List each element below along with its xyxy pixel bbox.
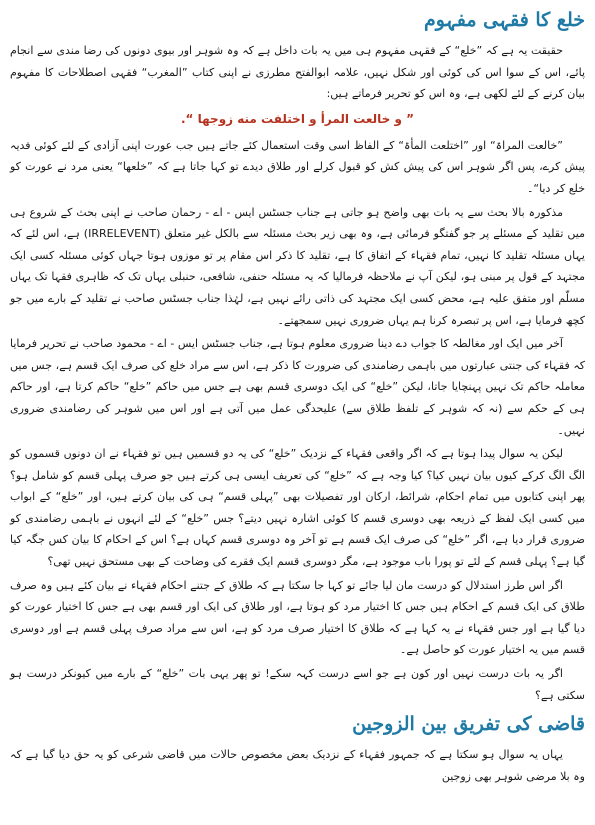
paragraph-1: حقیقت یہ ہے کہ ”خلع“ کے فقہی مفہوم ہی میں یہ بات داخل ہے کہ وہ شوہر اور بیوی دونوں کی رضا مندی سے انجام پائے، اس کے سوا اس کی کوئی اور شکل نہیں، علامہ ابوالفتح مطرزی نے اپنی کتاب ”المغرب“ فقہی اصطلاحات کا مفہوم بیان کرنے کے لئے لکھی ہے، وہ اس کو تحریر فرماتے ہیں: (10, 44, 585, 101)
section-heading-qazi-tafreeq: قاضی کی تفریق بین الزوجین (352, 713, 585, 736)
arabic-quote: ” و خالعت المرأ و اختلفت منه زوجها “. (181, 111, 414, 126)
paragraph-5: لیکن یہ سوال پیدا ہوتا ہے کہ اگر واقعی فقہاء کے نزدیک ”خلع“ کی یہ دو قسمیں ہیں تو فقہاء نے ان دونوں قسموں کو الگ الگ کرکے کیوں بیان نہیں کیا؟ کیا وجہ ہے کہ ”خلع“ کی تعریف ایسی ہی کرتے ہیں جو صرف پہلی قسم کو شامل ہو؟ پھر اپنی کتابوں میں تمام احکام، شرائط، ارکان اور تفصیلات بھی ”پہلی قسم“ ہی کی بیان کرتے ہیں، اور ”خلع“ کے ابواب میں کسی ایک لفظ کے ذریعہ بھی دوسری قسم کا کوئی اشارہ نہیں دیتے؟ جس ”خلع“ کے لئے انہوں نے باہمی رضامندی کو ضروری قرار دیا ہے، اگر ”خلع“ کی صرف ایک قسم ہے تو آخر وہ دوسری قسم کہاں ہے؟ اس کے احکام کا بیان کس جگہ کیا گیا ہے؟ پہلی قسم کے لئے تو پورا باب موجود ہے، مگر دوسری قسم ایک فقرے کی وضاحت کے بھی مستحق نہیں تھی؟ (10, 447, 585, 569)
document-page (10, 6, 585, 821)
paragraph-8: یہاں یہ سوال ہو سکتا ہے کہ جمہور فقہاء کے نزدیک بعض مخصوص حالات میں قاضی شرعی کو یہ حق دیا گیا ہے کہ وہ بلا مرضی شوہر بھی زوجین (10, 748, 585, 783)
paragraph-3: مذکورہ بالا بحث سے یہ بات بھی واضح ہو جاتی ہے جناب جسٹس ایس - اے - رحمان صاحب نے اپنی بحث کے شروع ہی میں تقلید کے مسئلے پر جو گفتگو فرمائی ہے، وہ بھی زیر بحث مسئلہ سے بالکل غیر متعلق (IRRELEVENT) ہے، اس لئے کہ یہاں مسئلہ تقلید کا نہیں، تمام فقہاء کے اتفاق کا ہے، تقلید کا ذکر اس مقام پر تو موزوں ہوتا جہاں کوئی مسئلہ کسی ایک مجتہد کے قول پر مبنی ہو، لیکن آپ نے ملاحظہ فرمالیا کہ یہ مسئلہ حنفی، شافعی، حنبلی یہاں تک کہ ظاہری فقہا تک یہاں مسلّم اور متفق علیہ ہے، محض کسی ایک مجتہد کی ذاتی رائے نہیں ہے، لہٰذا جناب جسٹس صاحب نے تقلید کے بارے میں جو کچھ فرمایا ہے، اس پر تبصرہ کرنا ہم یہاں ضروری نہیں سمجھتے۔ (10, 205, 585, 327)
section-heading-khula-meaning: خلع کا فقہی مفہوم (424, 9, 585, 31)
paragraph-7: اگر یہ بات درست نہیں اور کون ہے جو اسے درست کہہ سکے! تو پھر یہی بات ”خلع“ کے بارے میں کیونکر درست ہو سکتی ہے؟ (10, 667, 585, 702)
paragraph-2: ”خالعت المراۃ“ اور ”اختلعت المأۃ“ کے الفاظ اسی وقت استعمال کئے جاتے ہیں جب عورت اپنی آزادی کے لئے کوئی فدیہ پیش کرے، پس اگر شوہر اس کی پیش کش کو قبول کرلے اور طلاق دیدے تو کہا جاتا ہے کہ ”خلعها“ یعنی مرد نے عورت کو خلع کر دیا“۔ (10, 138, 585, 195)
paragraph-6: اگر اس طرز استدلال کو درست مان لیا جائے تو کہا جا سکتا ہے کہ طلاق کے جتنے احکام فقہاء نے بیان کئے ہیں وہ صرف طلاق کی ایک قسم کے احکام ہیں جس کا اختیار مرد کو ہوتا ہے، اور طلاق کی ایک اور قسم بھی ہے جس کا اختیار عورت کو دیا گیا ہے اور جس فقہاء نے یہ کہا ہے کہ طلاق کا اختیار صرف مرد کو ہے، اس سے مراد صرف پہلی قسم ہے اور دوسری قسم میں یہ اختیار عورت کو حاصل ہے۔ (10, 578, 585, 657)
paragraph-4: آخر میں ایک اور مغالطہ کا جواب دے دینا ضروری معلوم ہوتا ہے، جناب جسٹس ایس - اے - محمود صاحب نے تحریر فرمایا کہ فقہاء کی جنتی عبارتوں میں باہمی رضامندی کی ضرورت کا ذکر ہے، اس سے مراد خلع کی صرف ایک قسم ہے، جس میں معاملہ حاکم تک نہیں پہنچایا جاتا، لیکن ”خلع“ کی ایک دوسری قسم بھی ہے جس میں حاکم ”خلع“ حاکم کرتا ہے، اور حاکم ہی کے حکم سے (نہ کہ شوہر کے تلفظ طلاق سے) علیحدگی عمل میں آتی ہے اور اس میں شوہر کی رضامندی ضروری نہیں۔ (10, 337, 585, 437)
